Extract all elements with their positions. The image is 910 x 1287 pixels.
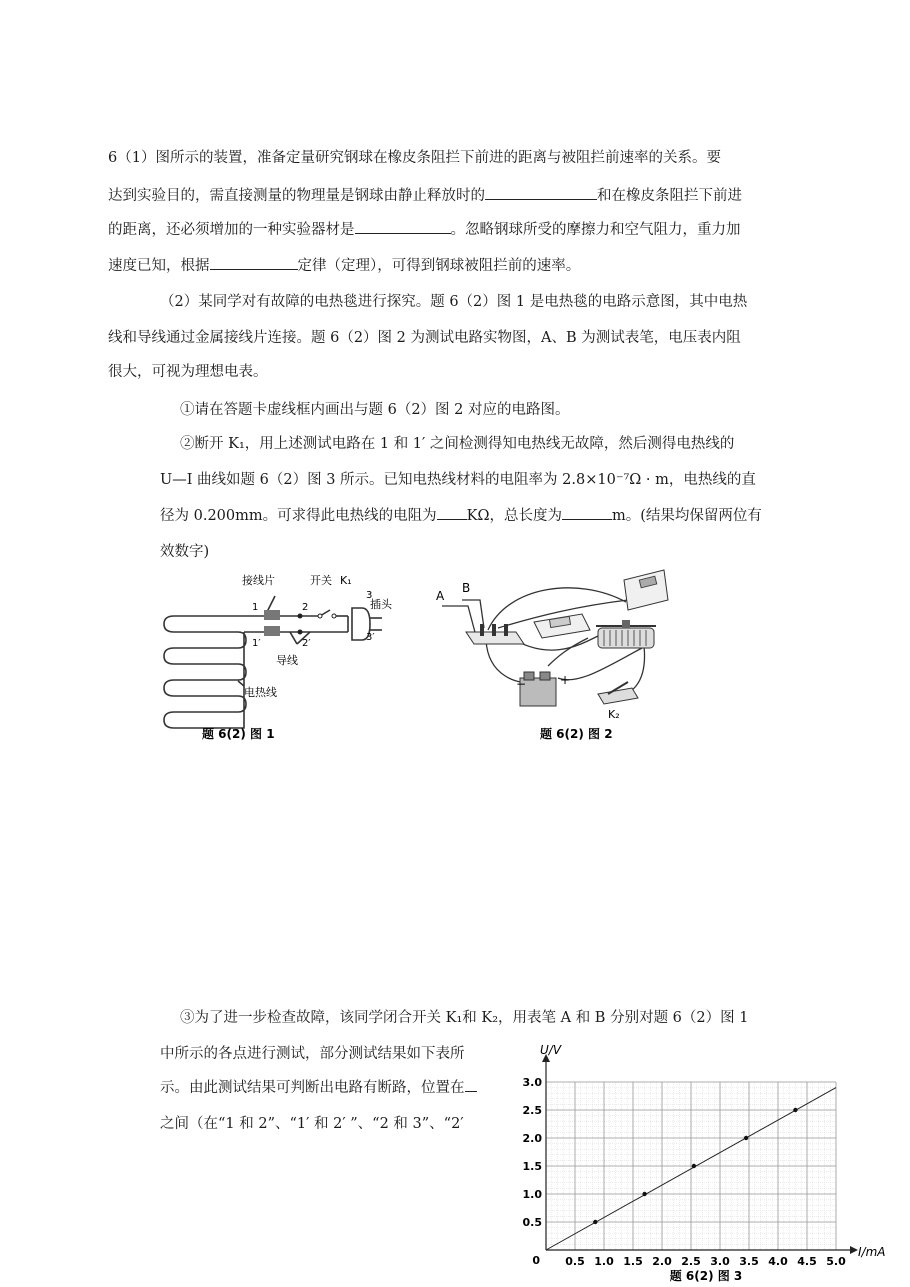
q6-2-item-2-line-3-a: 径为 0.200mm。可求得此电热线的电阻为 — [160, 508, 437, 524]
answer-blank-release-height[interactable] — [485, 185, 597, 200]
q6-1-line-2-a: 达到实验目的，需直接测量的物理量是钢球由静止释放时的 — [108, 188, 485, 204]
point-1: 1 — [252, 602, 259, 613]
data-point — [692, 1164, 696, 1168]
label-k2: K₂ — [608, 708, 620, 721]
label-daoxian: 导线 — [276, 654, 298, 667]
x-tick-label: 2.5 — [681, 1255, 701, 1268]
label-jiexianpian: 接线片 — [242, 574, 275, 587]
y-tick-label: 0.5 — [522, 1216, 542, 1229]
label-k1: K₁ — [340, 574, 352, 587]
x-tick-label: 2.0 — [652, 1255, 672, 1268]
q6-1-line-3-b: 。忽略钢球所受的摩擦力和空气阻力，重力加 — [450, 222, 741, 238]
q6-1-line-2-b: 和在橡皮条阻拦下前进 — [597, 188, 742, 204]
x-tick-label: 4.0 — [768, 1255, 788, 1268]
q6-2-item-2-line-2: U—I 曲线如题 6（2）图 3 所示。已知电热线材料的电阻率为 2.8×10⁻⁷Ω · m，电热线的直 — [160, 472, 756, 488]
figure-2-caption: 题 6(2) 图 2 — [540, 727, 613, 741]
q6-2-item-1: ①请在答题卡虚线框内画出与题 6（2）图 2 对应的电路图。 — [180, 402, 570, 418]
y-tick-label: 2.5 — [522, 1104, 542, 1117]
figure-3-ui-graph — [510, 1036, 890, 1284]
answer-blank-length[interactable] — [562, 505, 612, 520]
point-1-prime: 1′ — [252, 638, 261, 649]
label-dianrexian: 电热线 — [244, 686, 277, 699]
x-tick-label: 1.5 — [623, 1255, 643, 1268]
x-tick-label: 0.5 — [565, 1255, 585, 1268]
x-tick-label: 1.0 — [594, 1255, 614, 1268]
q6-2-item-2-line-3-c: m。(结果均保留两位有 — [611, 508, 762, 524]
q6-2-line-3: 很大，可视为理想电表。 — [108, 364, 268, 380]
y-tick-label: 3.0 — [522, 1076, 542, 1089]
q6-2-item-2-line-3 — [160, 504, 762, 525]
x-tick-label: 5.0 — [826, 1255, 846, 1268]
q6-2-item-2-line-1: ②断开 K₁，用上述测试电路在 1 和 1′ 之间检测得知电热线无故障，然后测得电热线的 — [180, 436, 735, 452]
figure-1-circuit-diagram — [160, 566, 420, 746]
q6-2-item-3-line-1: ③为了进一步检查故障，该同学闭合开关 K₁和 K₂，用表笔 A 和 B 分别对题 6（2）图 1 — [180, 1010, 749, 1026]
x-tick-label: 3.0 — [710, 1255, 730, 1268]
q6-2-item-3-line-3 — [160, 1076, 477, 1097]
q6-1-line-4-a: 速度已知，根据 — [108, 258, 210, 274]
figure-3-caption: 题 6(2) 图 3 — [669, 1269, 743, 1283]
figure-2-test-circuit — [428, 566, 678, 746]
figure-1-caption: 题 6(2) 图 1 — [202, 727, 275, 741]
label-battery-plus: + — [560, 673, 571, 687]
q6-2-item-2-line-4: 效数字) — [160, 544, 210, 560]
label-kaiguan: 开关 — [310, 574, 332, 587]
q6-1-line-4-b: 定律（定理），可得到钢球被阻拦前的速率。 — [297, 258, 581, 274]
data-point — [593, 1220, 597, 1224]
point-2-prime: 2′ — [302, 638, 311, 649]
label-chatou: 插头 — [370, 598, 392, 611]
x-tick-label: 4.5 — [797, 1255, 817, 1268]
q6-1-line-2 — [108, 184, 742, 205]
y-tick-label: 2.0 — [522, 1132, 542, 1145]
q6-2-item-3-line-4: 之间（在“1 和 2”、“1′ 和 2′ ”、“2 和 3”、“2′ — [160, 1116, 464, 1132]
x-tick-label: 3.5 — [739, 1255, 759, 1268]
y-axis-label: U/V — [540, 1043, 562, 1057]
q6-2-item-2-line-3-b: KΩ，总长度为 — [466, 508, 562, 524]
y-tick-label: 1.5 — [522, 1160, 542, 1173]
answer-blank-instrument[interactable] — [355, 219, 451, 234]
y-tick-label: 1.0 — [522, 1188, 542, 1201]
answer-blank-resistance[interactable] — [437, 505, 467, 520]
label-battery-minus: − — [516, 677, 527, 691]
data-point — [793, 1108, 797, 1112]
q6-1-line-1: 6（1）图所示的装置，准备定量研究钢球在橡皮条阻拦下前进的距离与被阻拦前速率的关系。要 — [108, 150, 721, 166]
point-3-prime: 3′ — [366, 632, 375, 643]
answer-blank-law[interactable] — [210, 255, 298, 270]
q6-1-line-3-a: 的距离，还必须增加的一种实验器材是 — [108, 222, 355, 238]
q6-2-line-2: 线和导线通过金属接线片连接。题 6（2）图 2 为测试电路实物图，A、B 为测试表笔，电压表内阻 — [108, 330, 741, 346]
point-3: 3 — [366, 590, 373, 601]
q6-2-item-3-line-2: 中所示的各点进行测试，部分测试结果如下表所 — [160, 1046, 465, 1062]
point-2: 2 — [302, 602, 309, 613]
q6-2-item-3-line-3-text: 示。由此测试结果可判断出电路有断路，位置在 — [160, 1080, 465, 1096]
q6-1-line-3 — [108, 218, 741, 239]
answer-blank-break-location[interactable] — [465, 1077, 477, 1092]
x-axis-label: I/mA — [858, 1245, 886, 1259]
label-probe-a: A — [436, 589, 445, 603]
data-point — [642, 1192, 646, 1196]
data-point — [744, 1136, 748, 1140]
label-probe-b: B — [462, 581, 471, 595]
q6-1-line-4 — [108, 254, 580, 275]
q6-2-line-1: （2）某同学对有故障的电热毯进行探究。题 6（2）图 1 是电热毯的电路示意图，其中电热 — [160, 294, 748, 310]
origin-label: 0 — [532, 1254, 540, 1267]
x-axis-arrow — [850, 1246, 858, 1254]
